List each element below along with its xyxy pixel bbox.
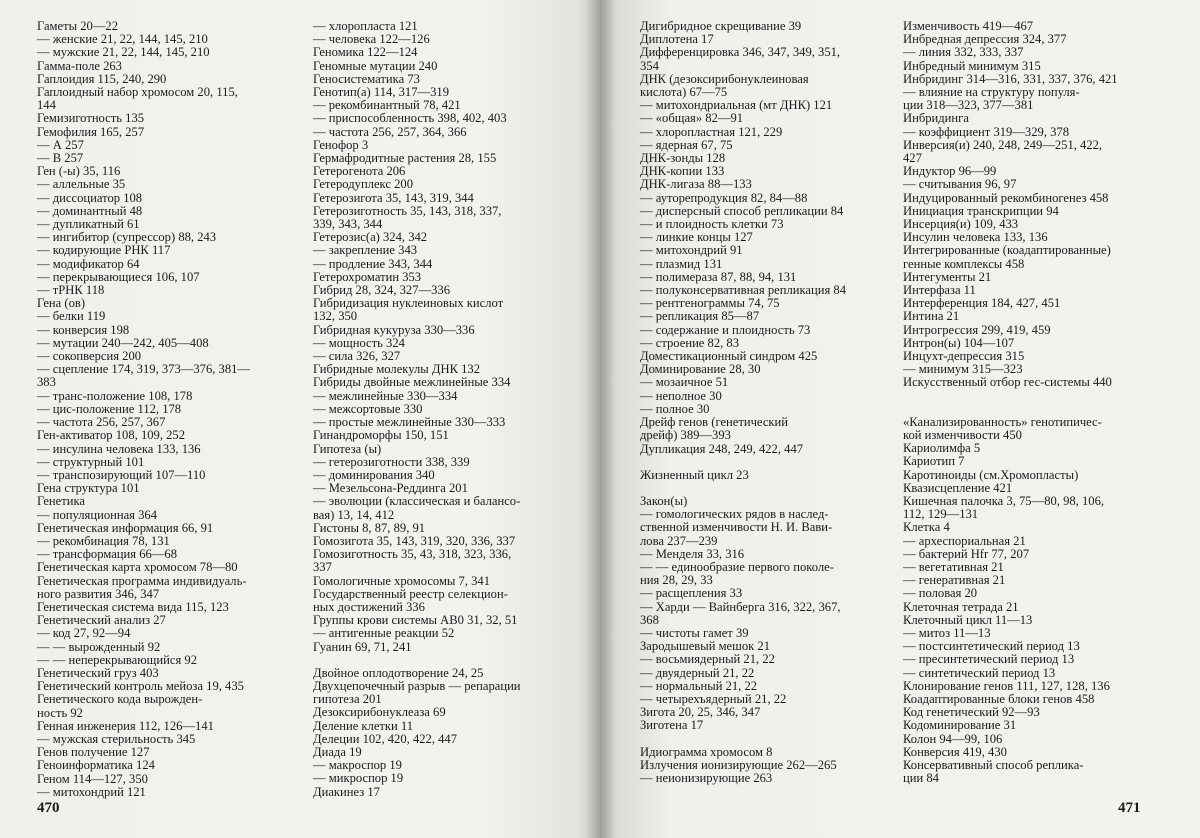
- index-entry: — и плоидность клетки 73: [640, 217, 784, 232]
- index-entry: — рекомбинантный 78, 421: [313, 98, 461, 113]
- index-entry: Генетический груз 403: [37, 665, 159, 680]
- index-entry: — гетерозиготности 338, 339: [313, 454, 470, 469]
- index-entry: — полимераза 87, 88, 94, 131: [640, 269, 797, 284]
- index-entry: — А 257: [37, 137, 84, 152]
- index-entry: Интегументы 21: [903, 269, 992, 284]
- index-spacer: [903, 403, 1163, 416]
- index-entry: Диада 19: [313, 744, 362, 759]
- index-entry: Доминирование 28, 30: [640, 362, 761, 377]
- index-entry: — Харди — Вайнберга 316, 322, 367,: [640, 599, 841, 614]
- index-entry: ность 92: [37, 705, 83, 720]
- index-entry: 354: [640, 58, 659, 73]
- index-entry: Интина 21: [903, 309, 960, 324]
- index-entry: — расщепления 33: [640, 586, 743, 601]
- index-entry: 337: [313, 560, 332, 575]
- index-entry: Кариотип 7: [903, 454, 965, 469]
- index-entry: Генетическая информация 66, 91: [37, 520, 214, 535]
- index-entry: — коэффициент 319—329, 378: [903, 124, 1070, 139]
- index-entry: — кодирующие РНК 117: [37, 243, 171, 258]
- index-entry: — сцепление 174, 319, 373—376, 381—: [37, 362, 251, 377]
- index-entry: Деление клетки 11: [313, 718, 414, 733]
- index-entry: гипотеза 201: [313, 692, 382, 707]
- index-entry: — межсортовые 330: [313, 401, 423, 416]
- index-entry: Дупликация 248, 249, 422, 447: [640, 441, 804, 456]
- index-entry: Идиограмма хромосом 8: [640, 744, 773, 759]
- index-entry: Гомозиготность 35, 43, 318, 323, 336,: [313, 547, 512, 562]
- index-entry: Генная инженерия 112, 126—141: [37, 718, 214, 733]
- index-entry: — строение 82, 83: [640, 335, 740, 350]
- index-entry: — структурный 101: [37, 454, 145, 469]
- index-entry: Гомозигота 35, 143, 319, 320, 336, 337: [313, 533, 516, 548]
- index-spacer: [903, 390, 1163, 403]
- index-entry: «Канализированность» генотипичес-: [903, 414, 1102, 429]
- index-entry: Гамма-поле 263: [37, 58, 122, 73]
- index-entry: Гистоны 8, 87, 89, 91: [313, 520, 426, 535]
- index-entry: — — вырожденный 92: [37, 639, 161, 654]
- index-entry: — простые межлинейные 330—333: [313, 415, 506, 430]
- index-entry: — женские 21, 22, 144, 145, 210: [37, 32, 208, 47]
- index-entry: Кодоминирование 31: [903, 718, 1017, 733]
- index-entry: — микроспор 19: [313, 771, 404, 786]
- index-entry: — макроспор 19: [313, 758, 402, 773]
- index-entry: Геном 114—127, 350: [37, 771, 148, 786]
- index-entry: — — неперекрывающийся 92: [37, 652, 197, 667]
- index-entry: — влияние на структуру популя-: [903, 85, 1080, 100]
- index-entry: Клеточный цикл 11—13: [903, 612, 1033, 627]
- index-entry: — считывания 96, 97: [903, 177, 1017, 192]
- index-entry: Гибридная кукуруза 330—336: [313, 322, 475, 337]
- index-entry: — мозаичное 51: [640, 375, 729, 390]
- index-entry: Гетерохроматин 353: [313, 269, 422, 284]
- index-entry: — линкие концы 127: [640, 230, 753, 245]
- index-entry: Код генетический 92—93: [903, 705, 1040, 720]
- index-entry: Изменчивость 419—467: [903, 19, 1034, 33]
- index-entry: Интрон(ы) 104—107: [903, 335, 1015, 350]
- index-entry: Инбредная депрессия 324, 377: [903, 32, 1067, 47]
- index-entry: — — единообразие первого поколе-: [640, 559, 834, 574]
- index-entry: — вегетативная 21: [903, 559, 1004, 574]
- index-entry: — сокопверсия 200: [37, 349, 142, 364]
- index-entry: Гена структура 101: [37, 481, 140, 496]
- index-entry: — репликация 85—87: [640, 309, 760, 324]
- index-entry: — мощность 324: [313, 335, 405, 350]
- index-entry: Каротиноиды (см.Хромопласты): [903, 467, 1079, 482]
- index-entry: 112, 129—131: [903, 507, 979, 522]
- index-entry: Геносистематика 73: [313, 71, 420, 86]
- index-entry: Дигибридное скрещивание 39: [640, 19, 802, 33]
- index-entry: Интрогрессия 299, 419, 459: [903, 322, 1051, 337]
- index-spacer: [313, 654, 573, 667]
- index-entry: кислота) 67—75: [640, 85, 728, 100]
- index-entry: Гибридизация нуклеиновых кислот: [313, 296, 504, 311]
- index-entry: Ген-активатор 108, 109, 252: [37, 428, 186, 443]
- index-entry: Государственный реестр селекцион-: [313, 586, 508, 601]
- index-entry: — нормальный 21, 22: [640, 678, 758, 693]
- index-entry: Гетерозис(а) 324, 342: [313, 230, 428, 245]
- index-column-1: [37, 20, 297, 799]
- index-entry: Двухцепочечный разрыв — репарации: [313, 678, 521, 693]
- index-entry: — тРНК 118: [37, 283, 105, 298]
- index-entry: Генетического кода вырожден-: [37, 692, 203, 707]
- index-entry: — межлинейные 330—334: [313, 388, 458, 403]
- index-entry: ции 84: [903, 771, 939, 786]
- index-entry: — постсинтетический период 13: [903, 639, 1080, 654]
- index-spacer: [640, 482, 900, 495]
- index-entry: — восьмиядерный 21, 22: [640, 652, 775, 667]
- index-entry: Инсерция(и) 109, 433: [903, 217, 1019, 232]
- index-entry: Гуанин 69, 71, 241: [313, 639, 412, 654]
- index-entry: — В 257: [37, 151, 84, 166]
- index-entry: — сила 326, 327: [313, 349, 401, 364]
- index-entry: — транспозирующий 107—110: [37, 467, 206, 482]
- index-entry: Гемофилия 165, 257: [37, 124, 145, 139]
- index-entry: Интерференция 184, 427, 451: [903, 296, 1061, 311]
- index-entry: — археспориальная 21: [903, 533, 1026, 548]
- index-entry: — перекрывающиеся 106, 107: [37, 269, 200, 284]
- index-entry: Генофор 3: [313, 137, 369, 152]
- index-entry: Делеции 102, 420, 422, 447: [313, 731, 458, 746]
- index-entry: Генетический анализ 27: [37, 613, 166, 628]
- index-entry: ДНК (дезоксирибонуклеиновая: [640, 71, 809, 86]
- index-entry: Излучения ионизирующие 262—265: [640, 757, 837, 772]
- index-entry: — хлоропласта 121: [313, 19, 418, 33]
- index-entry: ния 28, 29, 33: [640, 573, 713, 588]
- index-entry: Колон 94—99, 106: [903, 731, 1003, 746]
- index-entry: — аллельные 35: [37, 177, 126, 192]
- index-entry: — частота 256, 257, 364, 366: [313, 124, 467, 139]
- index-entry: Диплотена 17: [640, 32, 714, 47]
- index-spacer: [640, 733, 900, 746]
- index-entry: — чистоты гамет 39: [640, 625, 749, 640]
- index-entry: Клетка 4: [903, 520, 950, 535]
- index-entry: Дезоксирибонуклеаза 69: [313, 705, 446, 720]
- index-entry: — генеративная 21: [903, 573, 1006, 588]
- index-entry: вая) 13, 14, 412: [313, 507, 395, 522]
- index-entry: — популяционная 364: [37, 507, 158, 522]
- index-entry: Гибрид 28, 324, 327—336: [313, 283, 450, 298]
- index-entry: Генотип(а) 114, 317—319: [313, 85, 449, 100]
- index-entry: — полное 30: [640, 401, 710, 416]
- index-entry: генные комплексы 458: [903, 256, 1025, 271]
- page-number-right: 471: [1118, 800, 1141, 816]
- index-entry: Кариолимфа 5: [903, 441, 981, 456]
- index-entry: ных достижений 336: [313, 599, 425, 614]
- index-entry: Кишечная палочка 3, 75—80, 98, 106,: [903, 493, 1105, 508]
- index-entry: 368: [640, 612, 659, 627]
- book-gutter: [586, 0, 614, 838]
- index-entry: ственной изменчивости Н. И. Вави-: [640, 520, 833, 535]
- index-entry: Квазисцепление 421: [903, 480, 1013, 495]
- index-entry: Диакинез 17: [313, 784, 380, 799]
- index-entry: Инцухт-депрессия 315: [903, 349, 1025, 364]
- index-entry: Дифференцировка 346, 347, 349, 351,: [640, 45, 841, 60]
- index-entry: — половая 20: [903, 586, 978, 601]
- index-entry: — доминантный 48: [37, 203, 143, 218]
- index-entry: Генетика: [37, 494, 86, 509]
- index-entry: Геномные мутации 240: [313, 58, 438, 73]
- index-entry: Интегрированные (коадаптированные): [903, 243, 1111, 258]
- index-entry: — содержание и плоидность 73: [640, 322, 811, 337]
- index-entry: кой изменчивости 450: [903, 427, 1022, 442]
- index-entry: — пресинтетический период 13: [903, 652, 1075, 667]
- index-entry: Инбредный минимум 315: [903, 58, 1041, 73]
- index-entry: Гетерозигота 35, 143, 319, 344: [313, 190, 474, 205]
- index-entry: — Менделя 33, 316: [640, 546, 745, 561]
- index-entry: Генетическая карта хромосом 78—80: [37, 560, 238, 575]
- index-entry: Двойное оплодотворение 24, 25: [313, 665, 484, 680]
- index-entry: — «общая» 82—91: [640, 111, 744, 126]
- index-entry: — митохондрий 121: [37, 784, 146, 799]
- index-entry: — рентгенограммы 74, 75: [640, 296, 780, 311]
- index-entry: Гибриды двойные межлинейные 334: [313, 375, 511, 390]
- index-entry: — мутации 240—242, 405—408: [37, 335, 209, 350]
- index-entry: Гибридные молекулы ДНК 132: [313, 362, 481, 377]
- index-entry: — мужская стерильность 345: [37, 731, 196, 746]
- index-entry: Доместикационный синдром 425: [640, 349, 818, 364]
- index-entry: — дупликатный 61: [37, 217, 140, 232]
- index-entry: — закрепление 343: [313, 243, 418, 258]
- index-entry: — код 27, 92—94: [37, 626, 131, 641]
- index-entry: — линия 332, 333, 337: [903, 45, 1024, 60]
- index-entry: Инбридинг 314—316, 331, 337, 376, 421: [903, 71, 1118, 86]
- index-entry: Гермафродитные растения 28, 155: [313, 151, 497, 166]
- index-entry: Инсулин человека 133, 136: [903, 230, 1048, 245]
- index-entry: — синтетический период 13: [903, 665, 1056, 680]
- index-entry: — эволюции (классическая и балансо-: [313, 494, 521, 509]
- index-entry: Клеточная тетрада 21: [903, 599, 1019, 614]
- index-entry: — митохондриальная (мт ДНК) 121: [640, 98, 833, 113]
- index-entry: — митоз 11—13: [903, 625, 991, 640]
- index-entry: Конверсия 419, 430: [903, 744, 1007, 759]
- index-column-2: [313, 20, 573, 799]
- index-entry: Зиготена 17: [640, 718, 704, 733]
- index-entry: — доминирования 340: [313, 467, 435, 482]
- index-entry: — дисперсный способ репликации 84: [640, 203, 844, 218]
- index-entry: — частота 256, 257, 367: [37, 415, 166, 430]
- index-entry: — рекомбинация 78, 131: [37, 533, 170, 548]
- index-entry: — неполное 30: [640, 388, 722, 403]
- index-entry: Коадаптированные блоки генов 458: [903, 691, 1095, 706]
- index-entry: — модификатор 64: [37, 256, 140, 271]
- index-entry: лова 237—239: [640, 533, 718, 548]
- index-entry: Геномика 122—124: [313, 45, 418, 60]
- index-entry: Группы крови системы АВ0 31, 32, 51: [313, 613, 518, 628]
- index-entry: ции 318—323, 377—381: [903, 98, 1034, 113]
- index-entry: Гинандроморфы 150, 151: [313, 428, 449, 443]
- index-entry: ДНК-лигаза 88—133: [640, 177, 752, 192]
- index-entry: Генетическая программа индивидуаль-: [37, 573, 247, 588]
- index-entry: Ген (-ы) 35, 116: [37, 164, 121, 179]
- index-entry: — митохондрий 91: [640, 243, 743, 258]
- index-entry: ДНК-копии 133: [640, 164, 725, 179]
- index-entry: — продление 343, 344: [313, 256, 433, 271]
- index-entry: Гаплоидный набор хромосом 20, 115,: [37, 85, 238, 100]
- index-entry: — ингибитор (супрессор) 88, 243: [37, 230, 217, 245]
- index-entry: — антигенные реакции 52: [313, 626, 455, 641]
- index-column-4: [903, 20, 1163, 785]
- index-entry: Зигота 20, 25, 346, 347: [640, 705, 761, 720]
- index-entry: Индуктор 96—99: [903, 164, 997, 179]
- index-entry: Гетеродуплекс 200: [313, 177, 413, 192]
- index-entry: — транс-положение 108, 178: [37, 388, 193, 403]
- index-entry: 339, 343, 344: [313, 217, 383, 232]
- index-entry: дрейф) 389—393: [640, 428, 731, 443]
- index-entry: — плазмид 131: [640, 256, 723, 271]
- index-entry: Зародышевый мешок 21: [640, 639, 770, 654]
- index-entry: — человека 122—126: [313, 32, 430, 47]
- index-entry: ного развития 346, 347: [37, 586, 160, 601]
- index-entry: — ядерная 67, 75: [640, 137, 733, 152]
- index-entry: — инсулина человека 133, 136: [37, 441, 201, 456]
- index-entry: — бактерий Hfr 77, 207: [903, 546, 1030, 561]
- index-entry: Гипотеза (ы): [313, 441, 382, 456]
- index-entry: Гаплоидия 115, 240, 290: [37, 71, 167, 86]
- index-entry: 132, 350: [313, 309, 358, 324]
- index-entry: — неионизирующие 263: [640, 770, 773, 785]
- index-entry: 427: [903, 151, 922, 166]
- index-entry: — хлоропластная 121, 229: [640, 124, 783, 139]
- index-entry: — приспособленность 398, 402, 403: [313, 111, 507, 126]
- index-entry: ДНК-зонды 128: [640, 151, 726, 166]
- index-entry: Гена (ов): [37, 296, 86, 311]
- index-entry: Генетическая система вида 115, 123: [37, 599, 229, 614]
- index-entry: Инбридинга: [903, 111, 969, 126]
- index-entry: — конверсия 198: [37, 322, 130, 337]
- index-entry: — ауторепродукция 82, 84—88: [640, 190, 808, 205]
- index-entry: — трансформация 66—68: [37, 547, 178, 562]
- index-entry: 383: [37, 375, 56, 390]
- index-entry: — минимум 315—323: [903, 362, 1023, 377]
- index-entry: Дрейф генов (генетический: [640, 415, 789, 430]
- index-entry: — четырехъядерный 21, 22: [640, 691, 787, 706]
- index-entry: — Мезельсона-Реддинга 201: [313, 481, 468, 496]
- index-entry: — белки 119: [37, 309, 106, 324]
- right-page: [600, 0, 1200, 838]
- index-entry: — мужские 21, 22, 144, 145, 210: [37, 45, 210, 60]
- index-column-3: [640, 20, 900, 785]
- index-entry: Индуцированный рекомбиногенез 458: [903, 190, 1109, 205]
- index-entry: Жизненный цикл 23: [640, 467, 749, 482]
- index-entry: Искусственный отбор гес-системы 440: [903, 375, 1112, 390]
- index-entry: Интерфаза 11: [903, 283, 976, 298]
- index-entry: Гемизиготность 135: [37, 111, 145, 126]
- index-entry: Консервативный способ реплика-: [903, 757, 1084, 772]
- index-entry: Гомологичные хромосомы 7, 341: [313, 573, 491, 588]
- page-number-left: 470: [37, 800, 60, 816]
- index-entry: Закон(ы): [640, 493, 688, 508]
- index-entry: Гетерогенота 206: [313, 164, 406, 179]
- index-entry: — полуконсервативная репликация 84: [640, 283, 847, 298]
- index-entry: Гетерозиготность 35, 143, 318, 337,: [313, 203, 502, 218]
- index-entry: Клонирование генов 111, 127, 128, 136: [903, 678, 1110, 693]
- index-entry: — цис-положение 112, 178: [37, 401, 182, 416]
- index-entry: Генетический контроль мейоза 19, 435: [37, 679, 244, 694]
- index-entry: — диссоциатор 108: [37, 190, 143, 205]
- index-entry: — гомологических рядов в наслед-: [640, 507, 829, 522]
- index-entry: Инверсия(и) 240, 248, 249—251, 422,: [903, 137, 1103, 152]
- index-spacer: [640, 456, 900, 469]
- index-entry: Гаметы 20—22: [37, 19, 119, 33]
- index-entry: Инициация транскрипции 94: [903, 203, 1059, 218]
- index-entry: 144: [37, 98, 56, 113]
- index-entry: Геноинформатика 124: [37, 758, 155, 773]
- index-entry: Генов получение 127: [37, 745, 150, 760]
- index-entry: — двуядерный 21, 22: [640, 665, 755, 680]
